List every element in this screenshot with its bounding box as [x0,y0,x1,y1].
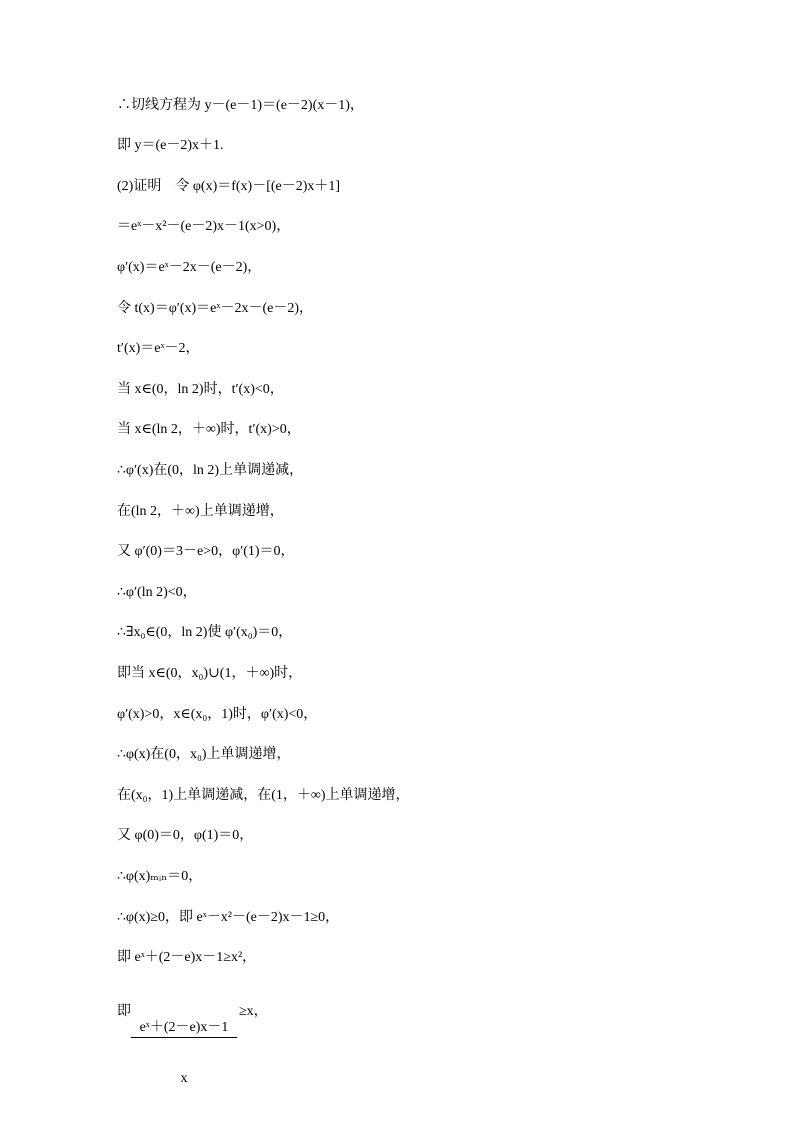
text-line: 在(x₀，1)上单调递减，在(1，＋∞)上单调递增， [117,788,410,803]
fraction-denominator: x [180,1071,188,1086]
text-line: φ′(x)＝eˣ－2x－(e－2)， [117,260,262,275]
fraction [131,988,237,1119]
text-line: ∴切线方程为 y－(e－1)＝(e－2)(x－1)， [117,98,364,113]
text-line: ＝eˣ－x²－(e－2)x－1(x>0)， [117,219,291,234]
text-line: 即 y＝(e－2)x＋1. [117,138,224,153]
text-line: 令 t(x)＝φ′(x)＝eˣ－2x－(e－2)， [117,301,313,316]
text-line: 当 x∈(ln 2，＋∞)时，t′(x)>0， [117,422,301,437]
fraction-prefix: 即 [117,1004,131,1019]
text-line: 即当 x∈(0，x₀)∪(1，＋∞)时， [117,666,303,681]
text-line: ∴φ(x)ₘᵢₙ＝0， [117,869,203,884]
fraction-line [117,988,268,1086]
text-line: ∴φ′(ln 2)<0， [117,585,197,600]
text-line: φ′(x)>0，x∈(x₀，1)时，φ′(x)<0， [117,707,318,722]
text-line: ∴φ(x)≥0，即 eˣ－x²－(e－2)x－1≥0， [117,910,340,925]
text-line: t′(x)＝eˣ－2， [117,341,200,356]
text-line: 又 φ(0)＝0，φ(1)＝0， [117,828,254,843]
fraction-suffix: ≥x， [239,1004,268,1019]
text-line: ∴φ′(x)在(0，ln 2)上单调递减， [117,463,304,478]
text-line: ∴φ(x)在(0，x₀)上单调递增， [117,747,291,762]
text-line: 即 eˣ＋(2－e)x－1≥x²， [117,950,257,965]
text-line: ∴∃x₀∈(0，ln 2)使 φ′(x₀)＝0， [117,625,293,640]
text-line: 又 φ′(0)＝3－e>0，φ′(1)＝0， [117,544,295,559]
text-line: (2)证明 令 φ(x)＝f(x)－[(e－2)x＋1] [117,179,341,194]
text-line: 当 x∈(0，ln 2)时，t′(x)<0， [117,382,284,397]
text-line: 在(ln 2，＋∞)上单调递增， [117,504,284,519]
fraction-numerator: eˣ＋(2－e)x－1 [131,1020,237,1038]
